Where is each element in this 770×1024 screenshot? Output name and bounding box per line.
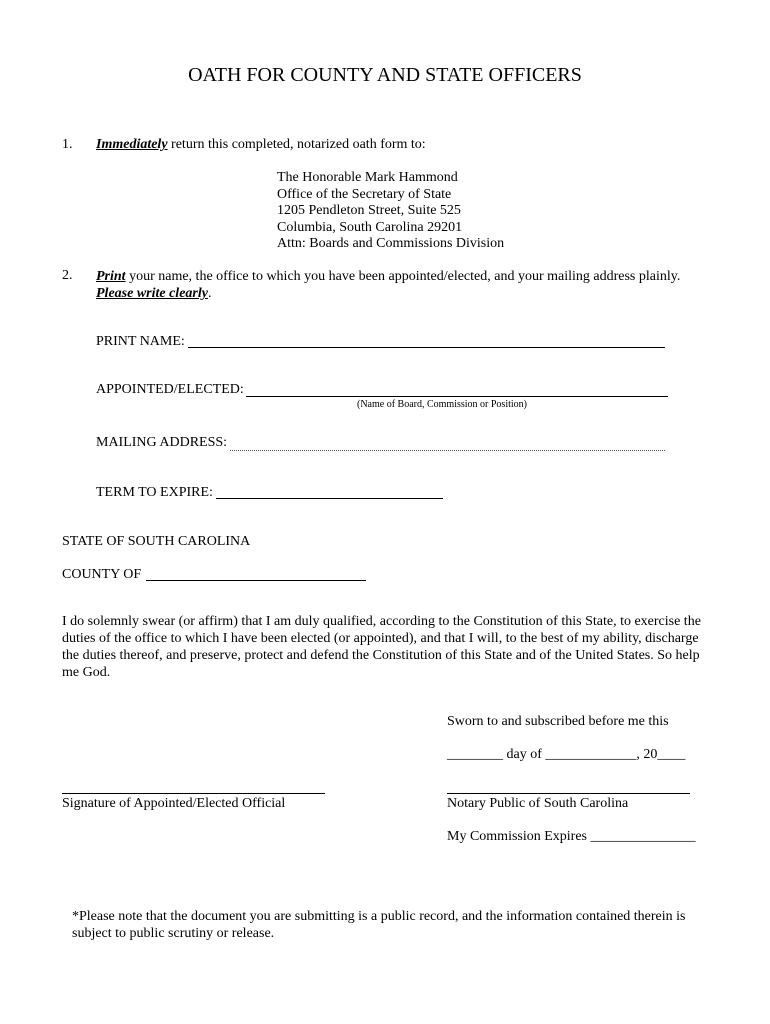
item-2-emphasis: Print xyxy=(96,269,126,284)
commission-expires[interactable]: My Commission Expires _______________ xyxy=(447,829,696,844)
appointed-elected-field[interactable] xyxy=(246,396,668,397)
mailing-address-field[interactable] xyxy=(230,450,665,451)
item-2-text: your name, the office to which you have been appointed/elected, and your mailing address plainly. xyxy=(125,269,681,284)
address-line: Office of the Secretary of State xyxy=(277,186,452,202)
appointed-elected-hint: (Name of Board, Commission or Position) xyxy=(357,399,527,410)
print-name-label: PRINT NAME: xyxy=(96,334,185,349)
address-line: Columbia, South Carolina 29201 xyxy=(277,219,463,235)
mailing-address-label: MAILING ADDRESS: xyxy=(96,435,228,450)
item-1-number: 1. xyxy=(62,137,73,152)
signature-line[interactable] xyxy=(62,793,325,794)
item-2-instruction xyxy=(96,268,680,302)
address-line: 1205 Pendleton Street, Suite 525 xyxy=(277,203,461,218)
oath-statement: I do solemnly swear (or affirm) that I am duly qualified, according to the Constitution of this State, to exercise the duties of the office to which I have been elected (or appointed), and that I will, to the best of my ability, discharge the duties thereof, and preserve, protect and defend the Constitution of this State and of the United States. So help me God. xyxy=(62,614,701,680)
county-label: COUNTY OF xyxy=(62,567,142,582)
item-1-instruction xyxy=(96,137,426,153)
term-to-expire-label: TERM TO EXPIRE: xyxy=(96,485,213,500)
address-line: The Honorable Mark Hammond xyxy=(277,170,458,185)
signature-label: Signature of Appointed/Elected Official xyxy=(62,796,286,811)
print-name-field[interactable] xyxy=(188,347,665,348)
appointed-elected-label: APPOINTED/ELECTED: xyxy=(96,382,244,397)
item-2-number: 2. xyxy=(62,268,73,283)
notary-label: Notary Public of South Carolina xyxy=(447,796,629,811)
item-1-text: return this completed, notarized oath form to: xyxy=(167,137,426,152)
state-heading: STATE OF SOUTH CAROLINA xyxy=(62,534,251,549)
public-record-note: *Please note that the document you are submitting is a public record, and the information contained therein is subject to public scrutiny or release. xyxy=(72,909,686,941)
sworn-date-line[interactable]: ________ day of _____________, 20____ xyxy=(447,747,686,762)
item-2-emphasis-2: Please write clearly xyxy=(96,286,208,301)
sworn-statement: Sworn to and subscribed before me this xyxy=(447,714,669,729)
term-to-expire-field[interactable] xyxy=(216,498,443,499)
form-title: OATH FOR COUNTY AND STATE OFFICERS xyxy=(188,64,582,86)
item-2-period: . xyxy=(207,286,212,301)
mailing-address-block xyxy=(277,170,504,253)
address-line: Attn: Boards and Commissions Division xyxy=(277,236,505,251)
item-1-emphasis: Immediately xyxy=(96,137,168,152)
county-field[interactable] xyxy=(146,580,366,581)
notary-signature-line[interactable] xyxy=(447,793,690,794)
